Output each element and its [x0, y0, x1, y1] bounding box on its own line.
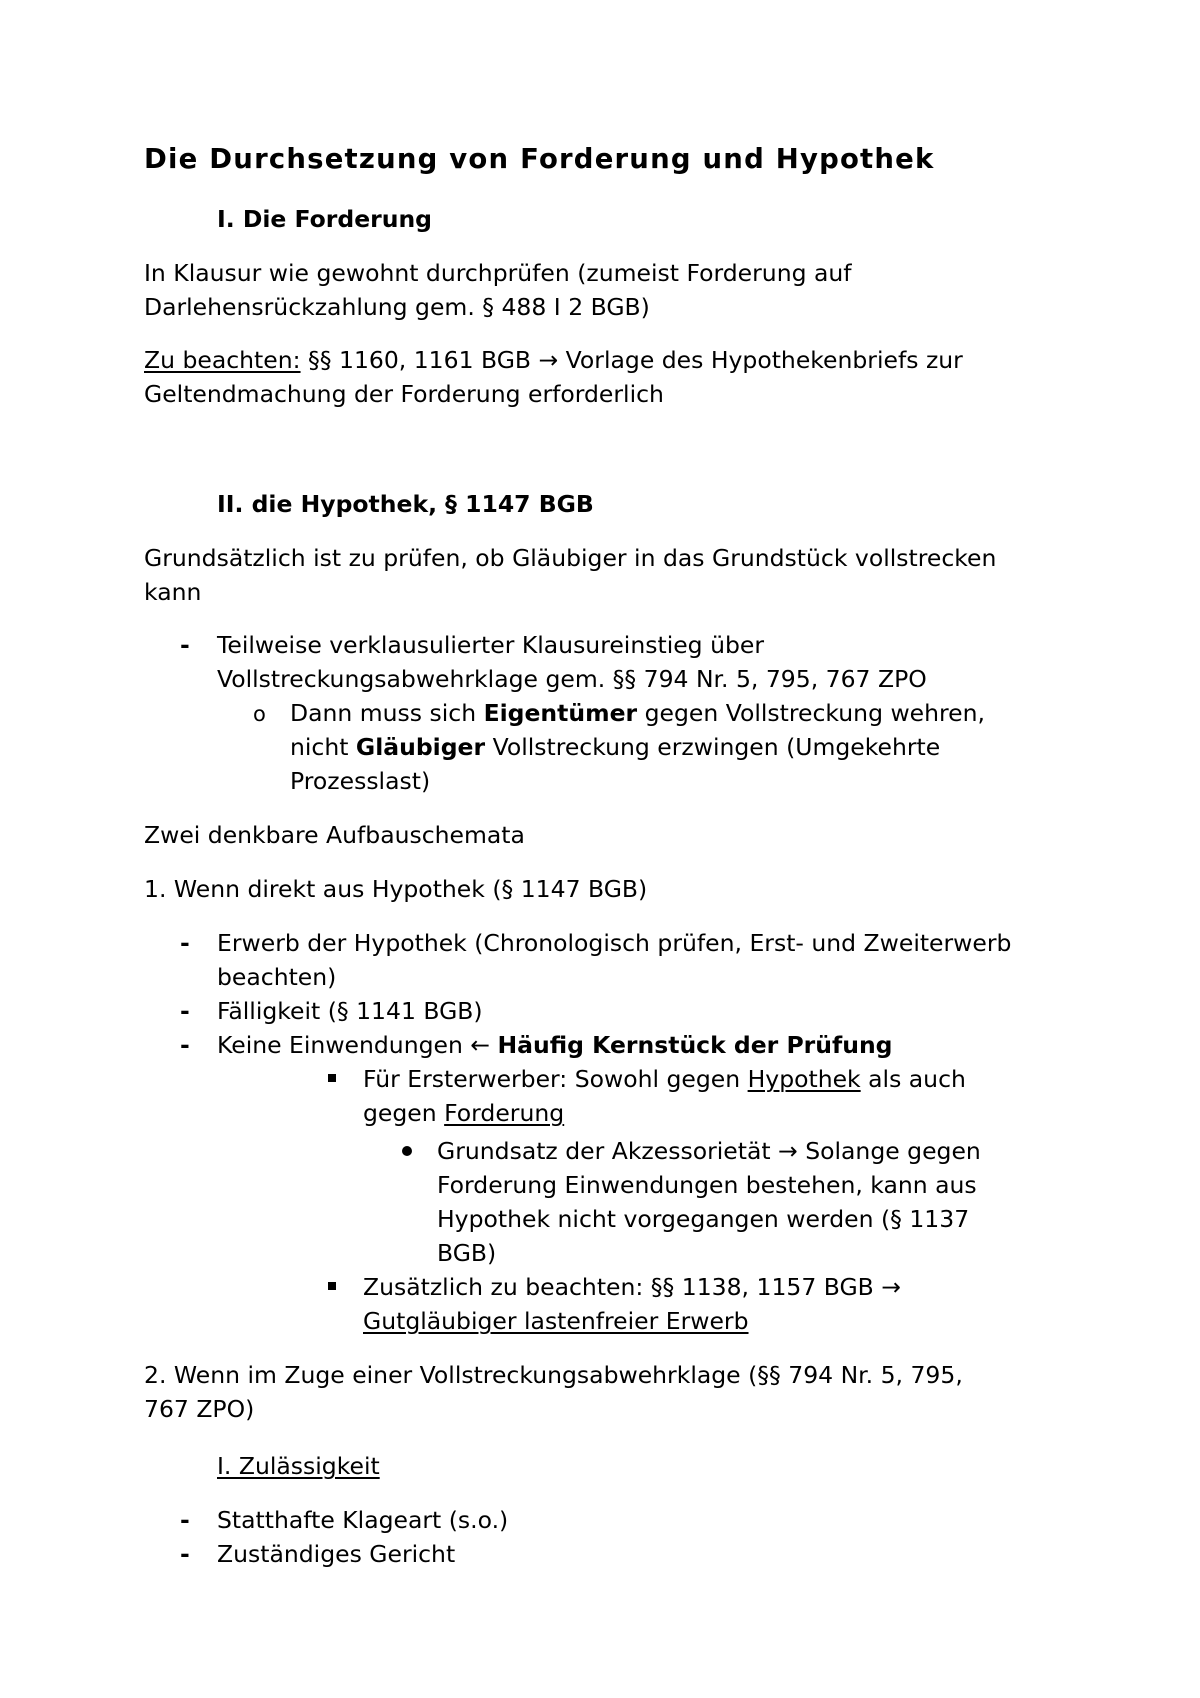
square-bullet	[328, 1074, 336, 1082]
paragraph-line: Darlehensrückzahlung gem. § 488 I 2 BGB)	[144, 293, 650, 321]
numbered-heading: 767 ZPO)	[144, 1395, 255, 1423]
bold-term: Gläubiger	[355, 733, 486, 761]
text-span: gegen	[363, 1099, 445, 1127]
subsection-heading-zulaessigkeit: I. Zulässigkeit	[217, 1452, 380, 1480]
text-span: Dann muss sich	[290, 699, 484, 727]
text-span: Für Ersterwerber: Sowohl gegen	[363, 1065, 748, 1093]
sub-sub-list-item: Forderung Einwendungen bestehen, kann aus	[437, 1171, 977, 1199]
list-item: Statthafte Klageart (s.o.)	[217, 1506, 509, 1534]
sub-list-item	[363, 1096, 564, 1130]
document-title: Die Durchsetzung von Forderung und Hypothek	[144, 143, 935, 175]
text-span: Keine Einwendungen ←	[217, 1031, 498, 1059]
round-bullet	[402, 1146, 412, 1156]
sub-list-item: Prozesslast)	[290, 767, 431, 795]
paragraph-line: In Klausur wie gewohnt durchprüfen (zumeist Forderung auf	[144, 259, 852, 287]
list-item: Zuständiges Gericht	[217, 1540, 456, 1568]
sub-sub-list-item: Hypothek nicht vorgegangen werden (§ 1137	[437, 1205, 970, 1233]
list-item	[217, 1028, 893, 1062]
sub-list-item-underlined: Gutgläubiger lastenfreier Erwerb	[363, 1307, 749, 1335]
note-line: Geltendmachung der Forderung erforderlich	[144, 380, 664, 408]
underlined-term: Forderung	[444, 1099, 565, 1127]
text-span: nicht	[290, 733, 356, 761]
list-item: Erwerb der Hypothek (Chronologisch prüfen, Erst- und Zweiterwerb	[217, 929, 1012, 957]
text-span: Vollstreckung erzwingen (Umgekehrte	[485, 733, 941, 761]
section-heading-forderung: I. Die Forderung	[217, 205, 432, 233]
list-item: beachten)	[217, 963, 337, 991]
dash-bullet: -	[180, 1506, 190, 1534]
dash-bullet: -	[180, 631, 190, 659]
numbered-heading: 2. Wenn im Zuge einer Vollstreckungsabwehrklage (§§ 794 Nr. 5, 795,	[144, 1361, 963, 1389]
dash-bullet: -	[180, 1031, 190, 1059]
sub-list-item	[290, 730, 940, 764]
note-line	[144, 343, 963, 377]
sub-sub-list-item: Grundsatz der Akzessorietät → Solange gegen	[437, 1137, 981, 1165]
section-heading-hypothek: II. die Hypothek, § 1147 BGB	[217, 490, 594, 518]
note-text: §§ 1160, 1161 BGB → Vorlage des Hypothekenbriefs zur	[300, 346, 963, 374]
circle-bullet: o	[253, 702, 266, 726]
sub-list-item: Zusätzlich zu beachten: §§ 1138, 1157 BGB →	[363, 1273, 901, 1301]
sub-sub-list-item: BGB)	[437, 1239, 497, 1267]
list-item: Fälligkeit (§ 1141 BGB)	[217, 997, 483, 1025]
sub-list-item	[290, 696, 985, 730]
dash-bullet: -	[180, 997, 190, 1025]
bold-term: Eigentümer	[483, 699, 638, 727]
sub-list-item	[363, 1062, 966, 1096]
text-span: gegen Vollstreckung wehren,	[637, 699, 985, 727]
bold-term: Häufig Kernstück der Prüfung	[497, 1031, 893, 1059]
paragraph-line: kann	[144, 578, 202, 606]
numbered-heading: 1. Wenn direkt aus Hypothek (§ 1147 BGB)	[144, 875, 648, 903]
list-item: Teilweise verklausulierter Klausureinstieg über	[217, 631, 764, 659]
paragraph-line: Grundsätzlich ist zu prüfen, ob Gläubiger in das Grundstück vollstrecken	[144, 544, 997, 572]
dash-bullet: -	[180, 1540, 190, 1568]
square-bullet	[328, 1282, 336, 1290]
paragraph-line: Zwei denkbare Aufbauschemata	[144, 821, 525, 849]
text-span: als auch	[860, 1065, 966, 1093]
underlined-term: Hypothek	[747, 1065, 861, 1093]
list-item: Vollstreckungsabwehrklage gem. §§ 794 Nr. 5, 795, 767 ZPO	[217, 665, 927, 693]
note-label: Zu beachten:	[144, 346, 301, 374]
dash-bullet: -	[180, 929, 190, 957]
